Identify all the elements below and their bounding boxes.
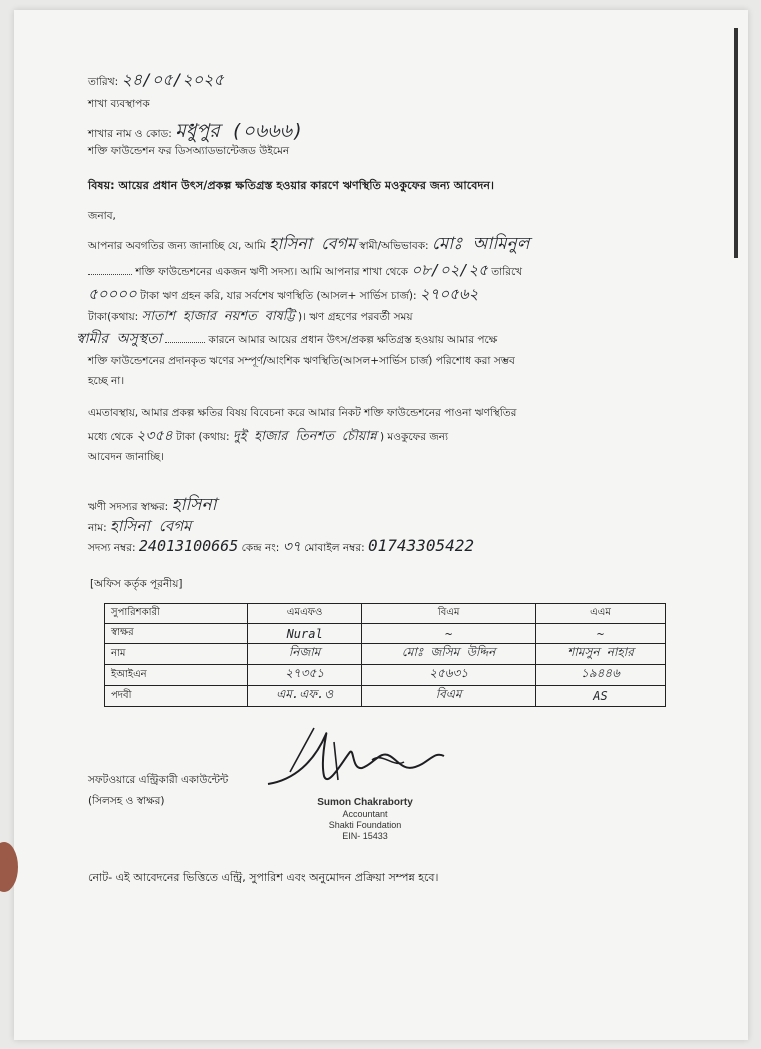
am-ein: ১৯৪৪৬ [536, 665, 666, 686]
para1-line4: টাকা(কথায়: সাতাশ হাজার নয়শত বাষট্টি )। ঋণ গ্রহণের পরবর্তী সময় [88, 309, 413, 324]
office-row-ein: ইআইএন ২৭৩৫১ ২৫৬৩১ ১৯৪৪৬ [105, 665, 666, 686]
mfo-ein: ২৭৩৫১ [248, 665, 362, 686]
para1-line7: হচ্ছে না। [88, 375, 125, 387]
office-heading: [অফিস কর্তৃক পূরনীয়] [90, 578, 183, 590]
member-name-line: নাম: হাসিনা বেগম [88, 517, 192, 535]
member-number-hw: 24013100665 [138, 537, 239, 555]
para2-line2: মধ্যে থেকে ২৩৫৪ টাকা (কথায়: দুই হাজার তিনশত চৌয়ান্ন ) মওকুফের জন্য [88, 428, 449, 444]
office-row-name: নাম নিজাম মোঃ জসিম উদ্দিন শামসুন নাহার [105, 644, 666, 665]
mobile-number-hw: 01743305422 [368, 536, 474, 555]
para2-line3: আবেদন জানাচ্ছি। [88, 451, 164, 463]
mfo-name: নিজাম [248, 644, 362, 665]
page-edge [734, 28, 738, 258]
col-header: বিএম [362, 604, 536, 624]
bm-signature: ~ [362, 624, 536, 644]
salutation: জনাব, [88, 210, 116, 222]
loan-amount-hw: ৫০০০০ [88, 285, 137, 303]
stamp-ein: EIN- 15433 [342, 830, 388, 841]
bm-designation: বিএম [362, 686, 536, 707]
office-row-designation: পদবী এম.এফ.ও বিএম AS [105, 686, 666, 707]
document-page [14, 10, 748, 1040]
stamp-name: Sumon Chakraborty [317, 797, 413, 808]
footer-note: নোট- এই আবেদনের ভিত্তিতে এন্ট্রি, সুপারিশ এবং অনুমোদন প্রক্রিয়া সম্পন্ন হবে। [88, 871, 439, 884]
accountant-stamp [300, 797, 430, 841]
bm-ein: ২৫৬৩১ [362, 665, 536, 686]
para1-line2: শক্তি ফাউন্ডেশনের একজন ঋণী সদস্য। আমি আপনার শাখা থেকে ০৮/০২/২৫ তারিখে [88, 263, 522, 278]
am-signature: ~ [536, 624, 666, 644]
member-signature-hw: হাসিনা [171, 495, 217, 515]
addressee: শাখা ব্যবস্থাপক [88, 98, 150, 110]
branch-value-hw: মধুপুর (০৬৬৬) [175, 120, 304, 142]
reason-hw: স্বামীর অসুস্থতা [76, 331, 162, 347]
mfo-designation: এম.এফ.ও [248, 686, 362, 707]
member-name-hw: হাসিনা বেগম [269, 234, 356, 253]
waive-amount-hw: ২৩৫৪ [136, 428, 173, 444]
date-value-hw: ২৪/০৫/২০২৫ [121, 70, 224, 89]
balance-words-hw: সাতাশ হাজার নয়শত বাষট্টি [141, 309, 295, 324]
accountant-signature [254, 722, 454, 800]
date-line: তারিখ: ২৪/০৫/২০২৫ [88, 70, 224, 89]
office-table [104, 603, 666, 707]
para1-line1: আপনার অবগতির জন্য জানাচ্ছি যে, আমি হাসিনা বেগম স্বামী/অভিভাবক: মোঃ আমিনুল [88, 234, 530, 254]
stamp-org: Shakti Foundation [328, 819, 402, 830]
branch-line: শাখার নাম ও কোড: মধুপুর (০৬৬৬) [88, 120, 304, 142]
para1-line5: স্বামীর অসুস্থতা কারনে আমার আয়ের প্রধান উৎস/প্রকল্প ক্ষতিগ্রস্ত হওয়ায় আমার পক্ষে [76, 331, 498, 347]
member-signature-line: ঋণী সদস্যর স্বাক্ষর: হাসিনা [88, 495, 217, 515]
loan-date-hw: ০৮/০২/২৫ [411, 261, 488, 279]
am-name: শামসুন নাহার [536, 644, 666, 665]
office-header-row [105, 604, 666, 624]
member-name-block-hw: হাসিনা বেগম [110, 517, 192, 535]
para1-line3: ৫০০০০ টাকা ঋণ গ্রহন করি, যার সর্বশেষ ঋণস্থিতি (আসল+ সার্ভিস চার্জ): ২৭০৫৬২ [88, 285, 479, 303]
office-row-signature: স্বাক্ষর Nural ~ ~ [105, 624, 666, 644]
col-header: সুপারিশকারী [105, 604, 248, 624]
mfo-signature: Nural [248, 624, 362, 644]
para2-line1: এমতাবস্থায়, আমার প্রকল্প ক্ষতির বিষয় বিবেচনা করে আমার নিকট শক্তি ফাউন্ডেশনের পাওনা ঋণস্থিতির [88, 407, 517, 419]
col-header: এএম [536, 604, 666, 624]
center-number-hw: ৩৭ [282, 539, 301, 555]
accountant-label: সফটওয়ারে এন্ট্রিকারী একাউন্টেন্ট [88, 774, 229, 786]
para1-line6: শক্তি ফাউন্ডেশনের প্রদানকৃত ঋণের সম্পূর্ণ/আংশিক ঋণস্থিতি(আসল+সার্ভিস চার্জ) পরিশোধ করা সম্ভব [88, 355, 515, 367]
bm-name: মোঃ জসিম উদ্দিন [362, 644, 536, 665]
subject-line: বিষয়: আয়ের প্রধান উৎস/প্রকল্প ক্ষতিগ্রস্ত হওয়ার কারণে ঋণস্থিতি মওকুফের জন্য আবেদন। [88, 179, 495, 192]
waive-words-hw: দুই হাজার তিনশত চৌয়ান্ন [232, 429, 377, 444]
organization-line: শক্তি ফাউন্ডেশন ফর ডিসঅ্যাডভান্টেজড উইমেন [88, 145, 290, 157]
col-header: এমএফও [248, 604, 362, 624]
guardian-hw: মোঃ আমিনুল [431, 234, 530, 254]
balance-hw: ২৭০৫৬২ [419, 285, 479, 303]
accountant-sub-label: (সিলসহ ও স্বাক্ষর) [88, 795, 165, 807]
am-designation: AS [536, 686, 666, 707]
member-number-line: সদস্য নম্বর: 24013100665 কেন্দ্র নং: ৩৭ মোবাইল নম্বর: 01743305422 [88, 536, 474, 555]
stamp-title: Accountant [342, 809, 388, 819]
